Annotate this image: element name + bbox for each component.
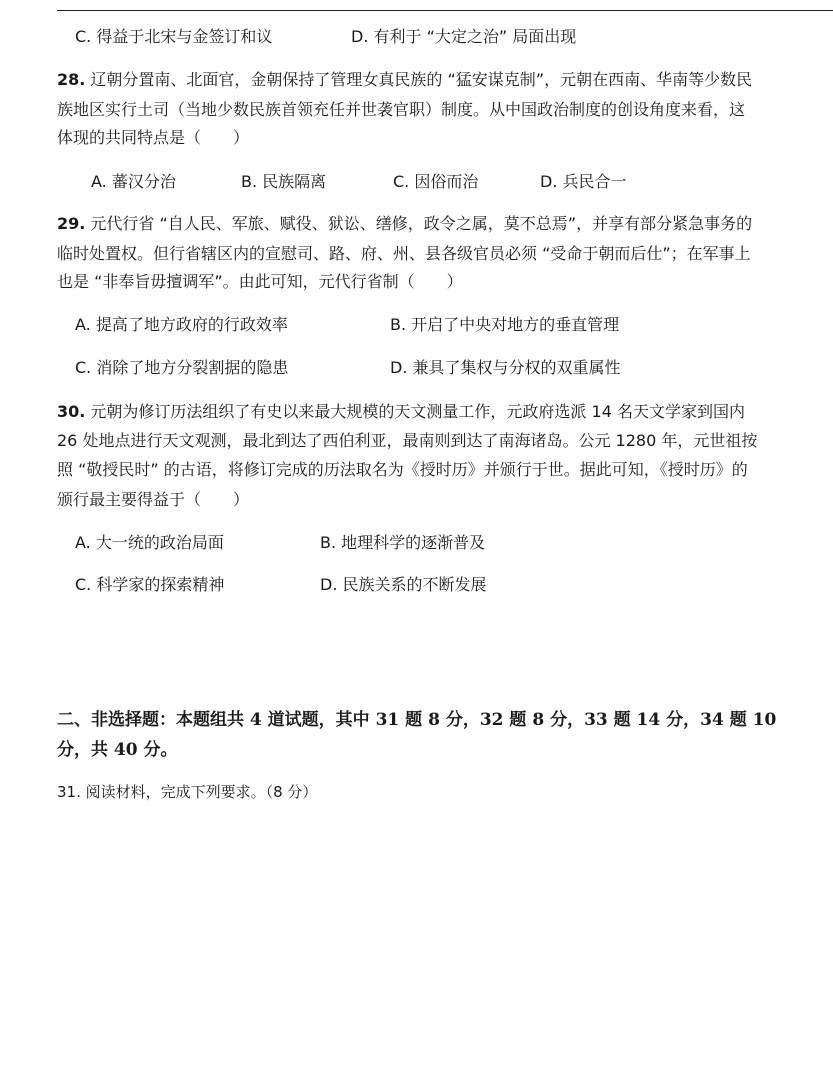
section-2-heading-line-2: 分，共 40 分。 bbox=[57, 740, 178, 760]
prev-option-c: C. 得益于北宋与金签订和议 bbox=[75, 27, 273, 46]
q29-line-1 bbox=[57, 214, 752, 234]
q30-option-c: C. 科学家的探索精神 bbox=[75, 575, 225, 594]
q29-line-3: 也是 “非奉旨毋擅调军”。由此可知，元代行省制（ ） bbox=[57, 272, 463, 291]
q28-option-b: B. 民族隔离 bbox=[241, 172, 327, 191]
q30-option-a: A. 大一统的政治局面 bbox=[75, 533, 224, 552]
q29-line-2: 临时处置权。但行省辖区内的宣慰司、路、府、州、县各级官员必须 “受命于朝而后仕”；在军事上 bbox=[57, 244, 751, 263]
prev-option-d: D. 有利于 “大定之治” 局面出现 bbox=[351, 27, 577, 46]
q28-line-2: 族地区实行土司（当地少数民族首领充任并世袭官职）制度。从中国政治制度的创设角度来看，这 bbox=[57, 100, 746, 119]
q28-line-1 bbox=[57, 70, 752, 90]
q28-number: 28. bbox=[57, 70, 86, 89]
q29-option-b: B. 开启了中央对地方的垂直管理 bbox=[390, 315, 620, 334]
q30-text-1: 元朝为修订历法组织了有史以来最大规模的天文测量工作，元政府选派 14 名天文学家到国内 bbox=[85, 402, 745, 421]
q29-option-d: D. 兼具了集权与分权的双重属性 bbox=[390, 358, 621, 377]
q28-option-a: A. 蕃汉分治 bbox=[91, 172, 176, 191]
q30-number: 30. bbox=[57, 402, 86, 421]
q30-line-2: 26 处地点进行天文观测，最北到达了西伯利亚，最南则到达了南海诸岛。公元 1280 年，元世祖按 bbox=[57, 431, 758, 450]
section-2-heading-line-1: 二、非选择题：本题组共 4 道试题，其中 31 题 8 分，32 题 8 分，33 题 14 分，34 题 10 bbox=[57, 710, 777, 730]
page-top-rule bbox=[57, 10, 833, 11]
q29-text-1: 元代行省 “自人民、军旅、赋役、狱讼、缮修，政令之属，莫不总焉”，并享有部分紧急事务的 bbox=[85, 214, 753, 233]
q31-prompt: 31. 阅读材料，完成下列要求。（8 分） bbox=[57, 783, 318, 801]
q30-option-d: D. 民族关系的不断发展 bbox=[320, 575, 487, 594]
q28-line-3: 体现的共同特点是（ ） bbox=[57, 128, 250, 147]
q29-number: 29. bbox=[57, 214, 86, 233]
q28-text-1: 辽朝分置南、北面官，金朝保持了管理女真民族的 “猛安谋克制”，元朝在西南、华南等少数民 bbox=[85, 70, 753, 89]
q29-option-a: A. 提高了地方政府的行政效率 bbox=[75, 315, 288, 334]
q28-option-c: C. 因俗而治 bbox=[393, 172, 479, 191]
q30-line-1 bbox=[57, 402, 745, 422]
q30-option-b: B. 地理科学的逐渐普及 bbox=[320, 533, 486, 552]
q28-option-d: D. 兵民合一 bbox=[540, 172, 627, 191]
q29-option-c: C. 消除了地方分裂割据的隐患 bbox=[75, 358, 289, 377]
q30-line-3: 照 “敬授民时” 的古语，将修订完成的历法取名为《授时历》并颁行于世。据此可知，《授时历》的 bbox=[57, 460, 748, 479]
q30-line-4: 颁行最主要得益于（ ） bbox=[57, 490, 250, 509]
